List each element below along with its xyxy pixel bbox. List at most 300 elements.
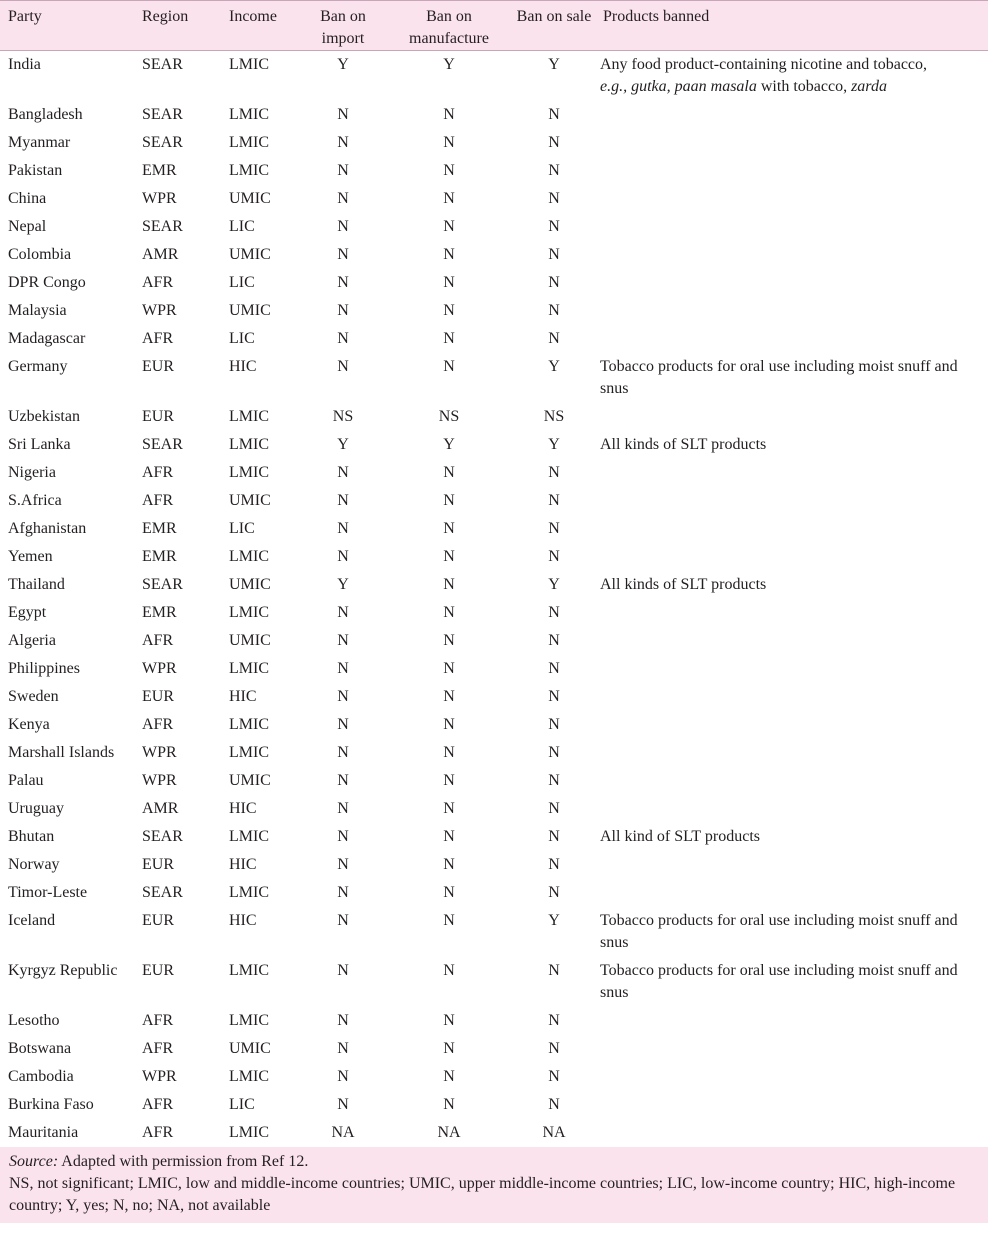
table-row: [0, 1091, 988, 1119]
cell-ban-import: NS: [332, 408, 354, 425]
cell-ban-manufacture: N: [443, 688, 455, 705]
cell-region: WPR: [142, 744, 177, 761]
cell-party: Malaysia: [8, 302, 67, 319]
table-row: [0, 101, 988, 129]
cell-ban-import: N: [337, 828, 349, 845]
cell-ban-sale: Y: [548, 576, 560, 593]
cell-party: Botswana: [8, 1040, 72, 1057]
cell-income: HIC: [229, 688, 257, 705]
cell-ban-manufacture: NS: [438, 408, 460, 425]
cell-region: EUR: [142, 358, 174, 375]
cell-ban-import: N: [337, 744, 349, 761]
cell-income: UMIC: [229, 1040, 271, 1057]
cell-ban-import: N: [337, 856, 349, 873]
cell-products-banned: [595, 1035, 988, 1063]
cell-income: LMIC: [229, 436, 269, 453]
cell-income: LMIC: [229, 884, 269, 901]
cell-products-banned: [595, 459, 988, 487]
cell-income: LMIC: [229, 56, 269, 73]
cell-ban-import: N: [337, 632, 349, 649]
cell-party: Iceland: [8, 912, 56, 929]
cell-products-banned: [595, 851, 988, 879]
cell-ban-sale: NA: [542, 1124, 566, 1141]
cell-products-banned: [595, 101, 988, 129]
cell-party: Afghanistan: [8, 520, 87, 537]
cell-income: LMIC: [229, 548, 269, 565]
cell-ban-import: N: [337, 246, 349, 263]
table-row: [0, 129, 988, 157]
cell-products-banned: [595, 129, 988, 157]
cell-products-banned: [595, 297, 988, 325]
table-row: [0, 599, 988, 627]
cell-ban-import: N: [337, 162, 349, 179]
table-row: [0, 1119, 988, 1147]
table-row: [0, 739, 988, 767]
cell-ban-import: N: [337, 134, 349, 151]
cell-income: UMIC: [229, 576, 271, 593]
table-row: [0, 157, 988, 185]
table-row: [0, 823, 988, 851]
table-row: [0, 655, 988, 683]
cell-region: EMR: [142, 604, 177, 621]
cell-ban-sale: N: [548, 106, 560, 123]
cell-income: LIC: [229, 218, 255, 235]
cell-party: Sweden: [8, 688, 59, 705]
cell-ban-manufacture: N: [443, 884, 455, 901]
cell-region: EMR: [142, 548, 177, 565]
table-row: [0, 185, 988, 213]
cell-ban-sale: N: [548, 246, 560, 263]
cell-ban-manufacture: N: [443, 134, 455, 151]
cell-party: Marshall Islands: [8, 744, 115, 761]
cell-ban-manufacture: N: [443, 162, 455, 179]
cell-ban-manufacture: N: [443, 302, 455, 319]
cell-income: HIC: [229, 912, 257, 929]
cell-products-banned: [595, 795, 988, 823]
table-row: [0, 353, 988, 403]
cell-income: UMIC: [229, 772, 271, 789]
cell-ban-sale: N: [548, 632, 560, 649]
cell-products-banned: [595, 879, 988, 907]
cell-ban-import: N: [337, 190, 349, 207]
cell-ban-sale: N: [548, 330, 560, 347]
header-ban-manufacture: Ban on manufacture: [385, 1, 513, 51]
cell-ban-import: N: [337, 548, 349, 565]
cell-ban-manufacture: N: [443, 604, 455, 621]
cell-ban-import: N: [337, 464, 349, 481]
cell-party: Algeria: [8, 632, 56, 649]
cell-ban-manufacture: NA: [437, 1124, 461, 1141]
cell-ban-sale: NS: [543, 408, 565, 425]
cell-region: SEAR: [142, 218, 183, 235]
cell-party: Colombia: [8, 246, 72, 263]
cell-ban-manufacture: N: [443, 190, 455, 207]
cell-ban-sale: Y: [548, 358, 560, 375]
cell-income: HIC: [229, 800, 257, 817]
cell-region: SEAR: [142, 134, 183, 151]
cell-party: Mauritania: [8, 1124, 79, 1141]
cell-products-banned: Any food product-containing nicotine and tobacco, e.g., gutka, paan masala with tobacco, zarda: [600, 56, 928, 95]
cell-income: LMIC: [229, 464, 269, 481]
table-row: [0, 487, 988, 515]
cell-income: LMIC: [229, 828, 269, 845]
cell-party: Norway: [8, 856, 60, 873]
cell-region: EMR: [142, 162, 177, 179]
cell-ban-import: N: [337, 800, 349, 817]
cell-income: LMIC: [229, 134, 269, 151]
table-header: [0, 1, 988, 51]
cell-ban-import: N: [337, 884, 349, 901]
cell-ban-import: NA: [331, 1124, 355, 1141]
cell-party: Sri Lanka: [8, 436, 71, 453]
cell-region: WPR: [142, 1068, 177, 1085]
cell-party: Bangladesh: [8, 106, 83, 123]
cell-income: UMIC: [229, 190, 271, 207]
cell-party: Cambodia: [8, 1068, 74, 1085]
cell-income: LMIC: [229, 716, 269, 733]
cell-ban-import: N: [337, 274, 349, 291]
cell-party: Palau: [8, 772, 44, 789]
cell-region: EUR: [142, 688, 174, 705]
table-row: [0, 907, 988, 957]
cell-region: AFR: [142, 464, 174, 481]
header-party: Party: [0, 1, 134, 51]
cell-region: EUR: [142, 912, 174, 929]
table-row: [0, 879, 988, 907]
cell-ban-manufacture: N: [443, 106, 455, 123]
cell-ban-import: N: [337, 962, 349, 979]
cell-products-banned: [595, 711, 988, 739]
cell-region: SEAR: [142, 828, 183, 845]
cell-party: Burkina Faso: [8, 1096, 94, 1113]
cell-ban-sale: Y: [548, 912, 560, 929]
cell-income: UMIC: [229, 246, 271, 263]
cell-region: WPR: [142, 772, 177, 789]
source-note: [9, 1151, 988, 1173]
cell-region: EUR: [142, 856, 174, 873]
cell-products-banned: [595, 515, 988, 543]
cell-party: S.Africa: [8, 492, 62, 509]
cell-region: AFR: [142, 716, 174, 733]
table-row: [0, 795, 988, 823]
cell-ban-manufacture: N: [443, 828, 455, 845]
cell-party: Nepal: [8, 218, 47, 235]
cell-products-banned: All kind of SLT products: [600, 828, 761, 845]
cell-ban-manufacture: N: [443, 962, 455, 979]
cell-party: Bhutan: [8, 828, 55, 845]
cell-ban-manufacture: N: [443, 1096, 455, 1113]
source-label: Source:: [9, 1153, 59, 1170]
cell-ban-sale: N: [548, 716, 560, 733]
cell-ban-sale: N: [548, 1068, 560, 1085]
header-products-banned: Products banned: [595, 1, 988, 51]
cell-ban-sale: N: [548, 302, 560, 319]
cell-ban-sale: N: [548, 884, 560, 901]
cell-ban-import: N: [337, 772, 349, 789]
cell-ban-manufacture: N: [443, 1012, 455, 1029]
cell-ban-sale: N: [548, 134, 560, 151]
cell-ban-sale: N: [548, 828, 560, 845]
cell-ban-import: N: [337, 492, 349, 509]
cell-ban-manufacture: N: [443, 716, 455, 733]
cell-income: LMIC: [229, 962, 269, 979]
table-footnote: [0, 1147, 988, 1223]
cell-ban-sale: N: [548, 464, 560, 481]
cell-region: AMR: [142, 246, 179, 263]
cell-income: LMIC: [229, 1012, 269, 1029]
cell-ban-manufacture: N: [443, 218, 455, 235]
cell-income: UMIC: [229, 302, 271, 319]
header-ban-sale: Ban on sale: [513, 1, 595, 51]
cell-ban-manufacture: Y: [443, 56, 455, 73]
table-row: [0, 627, 988, 655]
cell-party: Pakistan: [8, 162, 63, 179]
cell-income: LMIC: [229, 1068, 269, 1085]
cell-ban-sale: N: [548, 1040, 560, 1057]
cell-ban-import: N: [337, 106, 349, 123]
cell-products-banned: [595, 1091, 988, 1119]
cell-party: China: [8, 190, 47, 207]
table-row: [0, 957, 988, 1007]
cell-products-banned: [595, 739, 988, 767]
cell-products-banned: [595, 655, 988, 683]
abbreviations-note: NS, not significant; LMIC, low and middle-income countries; UMIC, upper middle-income countries; LIC, low-income country; HIC, high-income country; Y, yes; N, no; NA, not available: [9, 1175, 956, 1214]
cell-products-banned: [595, 1063, 988, 1091]
table-row: [0, 297, 988, 325]
table-row: [0, 51, 988, 102]
cell-party: Thailand: [8, 576, 65, 593]
cell-ban-manufacture: N: [443, 520, 455, 537]
cell-ban-manufacture: N: [443, 856, 455, 873]
table-row: [0, 269, 988, 297]
cell-ban-manufacture: N: [443, 274, 455, 291]
cell-ban-import: N: [337, 1068, 349, 1085]
table-row: [0, 711, 988, 739]
table-row: [0, 325, 988, 353]
source-text: Adapted with permission from Ref 12.: [58, 1153, 309, 1170]
cell-region: AFR: [142, 1096, 174, 1113]
table-body: [0, 51, 988, 1148]
cell-ban-manufacture: N: [443, 632, 455, 649]
cell-ban-import: Y: [337, 436, 349, 453]
table-row: [0, 1035, 988, 1063]
cell-ban-sale: N: [548, 604, 560, 621]
header-ban-import: Ban on import: [301, 1, 385, 51]
cell-ban-sale: N: [548, 660, 560, 677]
cell-products-banned: Tobacco products for oral use including moist snuff and snus: [600, 912, 958, 951]
cell-ban-manufacture: N: [443, 464, 455, 481]
cell-ban-import: N: [337, 604, 349, 621]
cell-ban-manufacture: N: [443, 660, 455, 677]
cell-ban-sale: N: [548, 190, 560, 207]
cell-party: Myanmar: [8, 134, 71, 151]
cell-ban-import: N: [337, 302, 349, 319]
cell-region: AFR: [142, 1040, 174, 1057]
cell-region: SEAR: [142, 106, 183, 123]
cell-ban-manufacture: N: [443, 246, 455, 263]
cell-ban-manufacture: N: [443, 1068, 455, 1085]
table-row: [0, 571, 988, 599]
cell-party: Lesotho: [8, 1012, 60, 1029]
cell-ban-sale: N: [548, 1012, 560, 1029]
cell-region: AFR: [142, 632, 174, 649]
cell-ban-sale: N: [548, 520, 560, 537]
cell-region: EUR: [142, 962, 174, 979]
cell-ban-sale: N: [548, 772, 560, 789]
cell-ban-manufacture: Y: [443, 436, 455, 453]
cell-ban-import: N: [337, 660, 349, 677]
cell-ban-sale: N: [548, 218, 560, 235]
table-row: [0, 403, 988, 431]
cell-ban-import: Y: [337, 56, 349, 73]
cell-income: LIC: [229, 520, 255, 537]
cell-ban-manufacture: N: [443, 548, 455, 565]
cell-region: AFR: [142, 492, 174, 509]
cell-ban-import: N: [337, 330, 349, 347]
cell-region: WPR: [142, 660, 177, 677]
cell-region: SEAR: [142, 56, 183, 73]
cell-products-banned: [595, 213, 988, 241]
cell-income: UMIC: [229, 632, 271, 649]
table-row: [0, 459, 988, 487]
cell-products-banned: [595, 325, 988, 353]
cell-products-banned: [595, 1119, 988, 1147]
cell-ban-sale: N: [548, 688, 560, 705]
cell-region: WPR: [142, 190, 177, 207]
cell-income: LMIC: [229, 162, 269, 179]
cell-region: AFR: [142, 274, 174, 291]
cell-region: SEAR: [142, 576, 183, 593]
cell-products-banned: All kinds of SLT products: [600, 576, 767, 593]
table-row: [0, 515, 988, 543]
cell-party: Uruguay: [8, 800, 64, 817]
table-row: [0, 431, 988, 459]
cell-region: AFR: [142, 330, 174, 347]
cell-ban-sale: N: [548, 162, 560, 179]
cell-ban-sale: N: [548, 1096, 560, 1113]
cell-ban-manufacture: N: [443, 772, 455, 789]
cell-region: AFR: [142, 1012, 174, 1029]
cell-ban-manufacture: N: [443, 576, 455, 593]
table-row: [0, 683, 988, 711]
cell-ban-sale: N: [548, 744, 560, 761]
cell-products-banned: [595, 767, 988, 795]
cell-ban-import: Y: [337, 576, 349, 593]
cell-income: LIC: [229, 1096, 255, 1113]
table-row: [0, 1063, 988, 1091]
cell-products-banned: [595, 241, 988, 269]
cell-income: LMIC: [229, 744, 269, 761]
cell-party: Uzbekistan: [8, 408, 80, 425]
table-row: [0, 1007, 988, 1035]
cell-products-banned: [595, 599, 988, 627]
cell-ban-import: N: [337, 1096, 349, 1113]
table-row: [0, 241, 988, 269]
cell-ban-manufacture: N: [443, 800, 455, 817]
header-region: Region: [134, 1, 221, 51]
cell-income: UMIC: [229, 492, 271, 509]
cell-ban-manufacture: N: [443, 492, 455, 509]
table-row: [0, 213, 988, 241]
cell-region: SEAR: [142, 884, 183, 901]
cell-ban-import: N: [337, 912, 349, 929]
cell-products-banned: Tobacco products for oral use including moist snuff and snus: [600, 962, 958, 1001]
cell-income: HIC: [229, 358, 257, 375]
cell-income: LMIC: [229, 660, 269, 677]
cell-products-banned: Tobacco products for oral use including moist snuff and snus: [600, 358, 958, 397]
cell-region: EUR: [142, 408, 174, 425]
cell-ban-sale: N: [548, 274, 560, 291]
cell-party: Germany: [8, 358, 68, 375]
cell-party: Egypt: [8, 604, 47, 621]
cell-ban-import: N: [337, 716, 349, 733]
cell-ban-sale: N: [548, 548, 560, 565]
cell-income: LMIC: [229, 106, 269, 123]
cell-income: LMIC: [229, 604, 269, 621]
cell-region: AFR: [142, 1124, 174, 1141]
cell-products-banned: [595, 185, 988, 213]
cell-party: Timor-Leste: [8, 884, 88, 901]
cell-ban-sale: N: [548, 492, 560, 509]
cell-ban-import: N: [337, 358, 349, 375]
cell-products-banned: [595, 627, 988, 655]
cell-region: EMR: [142, 520, 177, 537]
cell-party: India: [8, 56, 41, 73]
cell-products-banned: [595, 683, 988, 711]
cell-party: Nigeria: [8, 464, 56, 481]
cell-income: LIC: [229, 330, 255, 347]
cell-ban-manufacture: N: [443, 1040, 455, 1057]
cell-party: DPR Congo: [8, 274, 86, 291]
cell-ban-import: N: [337, 688, 349, 705]
cell-ban-sale: N: [548, 856, 560, 873]
cell-products-banned: [595, 269, 988, 297]
cell-products-banned: [595, 543, 988, 571]
cell-party: Kenya: [8, 716, 50, 733]
cell-ban-manufacture: N: [443, 330, 455, 347]
cell-products-banned: [595, 1007, 988, 1035]
cell-ban-manufacture: N: [443, 358, 455, 375]
cell-ban-sale: N: [548, 800, 560, 817]
cell-ban-manufacture: N: [443, 912, 455, 929]
cell-products-banned: [595, 157, 988, 185]
cell-income: LIC: [229, 274, 255, 291]
cell-region: WPR: [142, 302, 177, 319]
cell-party: Yemen: [8, 548, 53, 565]
cell-ban-sale: Y: [548, 56, 560, 73]
cell-products-banned: [595, 487, 988, 515]
cell-ban-manufacture: N: [443, 744, 455, 761]
cell-income: LMIC: [229, 408, 269, 425]
table-row: [0, 543, 988, 571]
cell-income: HIC: [229, 856, 257, 873]
cell-ban-import: N: [337, 520, 349, 537]
cell-ban-sale: Y: [548, 436, 560, 453]
table-row: [0, 767, 988, 795]
table-row: [0, 851, 988, 879]
cell-region: AMR: [142, 800, 179, 817]
cell-income: LMIC: [229, 1124, 269, 1141]
cell-region: SEAR: [142, 436, 183, 453]
header-income: Income: [221, 1, 301, 51]
cell-ban-sale: N: [548, 962, 560, 979]
cell-products-banned: [595, 403, 988, 431]
cell-party: Madagascar: [8, 330, 86, 347]
cell-ban-import: N: [337, 1012, 349, 1029]
cell-party: Kyrgyz Republic: [8, 962, 118, 979]
cell-party: Philippines: [8, 660, 81, 677]
cell-ban-import: N: [337, 1040, 349, 1057]
